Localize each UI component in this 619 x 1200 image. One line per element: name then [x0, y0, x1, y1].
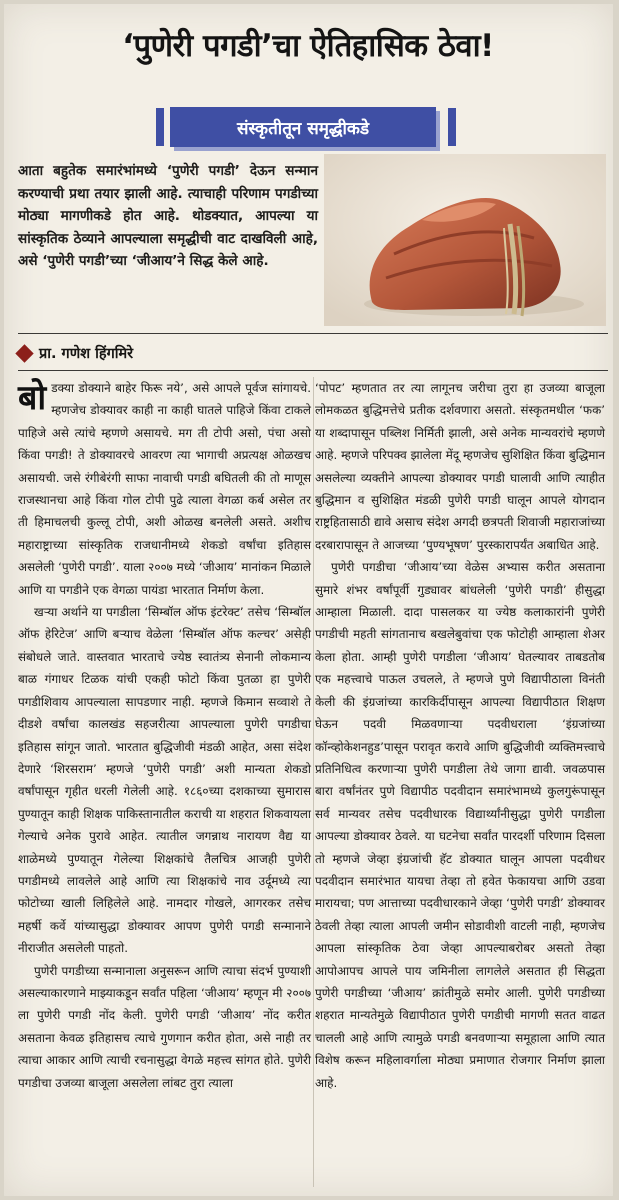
body-paragraph: पुणेरी पगडीचा ‘जीआय’च्या वेळेस अभ्यास करीत असताना सुमारे शंभर वर्षांपूर्वी गुड्यावर बांधलेली ‘पुणेरी पगडी’ हीसुद्धा आम्हाला मिळाली. दादा पासलकर या ज्येष्ठ कलाकारांनी पुणेरी पगडीची महती सांगतानाच बखलेबुवांचा एक फोटोही आम्हाला शेअर केला होता. आम्ही पुणेरी पगडीला ‘जीआय’ घेतल्यावर ताबडतोब एक महत्त्वाचे पाऊल उचलले, ते म्हणजे पुणे विद्यापीठाला विनंती केली की इंग्रजांच्या कारकिर्दीपासून आपल्या विद्यापीठात शिक्षण घेऊन पदवी मिळवणाऱ्या पदवीधराला ‘इंग्रजांच्या कॉन्व्होकेशनहुड’पासून परावृत करावे आणि बुद्धिजीवी व्यक्तिमत्त्वाचे प्रतिनिधित्व करणाऱ्या पुणेरी पगडीला तेथे जागा द्यावी. जवळपास बारा वर्षांनंतर पुणे विद्यापीठ पदवीदान समारंभामध्ये कुलगुरूंपासून सर्व मान्यवर तसेच पदवीधारक विद्यार्थ्यांनीसुद्धा पुणेरी पगडीला आपल्या डोक्यावर ठेवले. या घटनेचा सर्वांत पारदर्शी परिणाम दिसला तो म्हणजे जेव्हा इंग्रजांची हॅट डोक्यात घालून आपला पदवीधर पदवीदान समारंभात यायचा तेव्हा तो हवेत फेकायचा आणि उडवा मारायचा; पण आत्ताच्या पदवीधारकाने जेव्हा ‘पुणेरी पगडी’ डोक्यावर ठेवली तेव्हा त्याला आपली जमीन सोडावीशी वाटली नाही, म्हणजेच आपला सांस्कृतिक ठेवा जेव्हा आपल्याबरोबर असतो तेव्हा आपोआपच आपले पाय जमिनीला लागलेले असतात ही सिद्धता पुणेरी पगडीच्या ‘जीआय’ क्रांतीमुळे समोर आली. पुणेरी पगडीच्या शहरात मान्यतेमुळे विद्यापीठात पुणेरी पगडीची मागणी सतत वाढत चालली आहे आणि त्यामुळे पगडी बनवणाऱ्या समूहाला आणि त्यात विशेष करून महिलावर्गाला मोठ्या प्रमाणात रोजगार निर्माण झाला आहे.	[315, 560, 605, 1090]
article-column-left	[18, 377, 311, 1094]
byline-marker-icon	[15, 344, 33, 362]
body-paragraph: ‘पोपट’ म्हणतात तर त्या लागूनच जरीचा तुरा हा उजव्या बाजूला लोमकळत बुद्धिमत्तेचे प्रतीक दर्शवणारा असतो. संस्कृतमधील ‘फक’ या शब्दापासून पब्लिश निर्मिती झाली, असे अनेक मान्यवरांचे म्हणणे आहे. म्हणजे परिपक्व झालेला मेंदू म्हणजेच सुशिक्षित किंवा बुद्धिमान असलेल्या व्यक्तीने आपल्या डोक्यावर पगडी घालावी आणि त्याहीत बुद्धिमान व सुशिक्षित मंडळी पुणेरी पगडी घालून आपले योगदान राष्ट्रहितासाठी द्यावे असाच संदेश अगदी छत्रपती शिवाजी महाराजांच्या दरबारापासून ते आजच्या ‘पुण्यभूषण’ पुरस्कारापर्यंत अबाधित आहे.	[315, 381, 605, 552]
author-name: प्रा. गणेश हिंगमिरे	[39, 346, 134, 362]
byline-rule	[18, 370, 608, 371]
ribbon-cap-right	[448, 108, 456, 146]
pagdi-turban-photo	[324, 154, 606, 326]
section-label: संस्कृतीतून समृद्धीकडे	[170, 107, 436, 147]
body-paragraph: पुणेरी पगडीच्या सन्मानाला अनुसरून आणि त्याचा संदर्भ पुण्याशी असल्याकारणाने माझ्याकडून सर्वांत पहिला ‘जीआय’ म्हणून मी २००७ ला पुणेरी पगडी नोंद केली. पुणेरी पगडी ‘जीआय’ नोंद करीत असताना केवळ इतिहासच त्याचे गुणगान करीत होता, असे नाही तर त्याचा आकार आणि त्याची रचनासुद्धा वेगळे महत्त्व सांगत होते. पुणेरी पगडीचा उजव्या बाजूला असलेला लांबट तुरा त्याला	[18, 963, 311, 1090]
drop-cap: बो	[18, 378, 47, 418]
intro-paragraph: आता बहुतेक समारंभांमध्ये ‘पुणेरी पगडी’ देऊन सन्मान करण्याची प्रथा तयार झाली आहे. त्याचाही परिणाम पगडीच्या मोठ्या मागणीकडे होत आहे. थोडक्यात, आपल्या या सांस्कृतिक ठेव्याने आपल्याला समृद्धीची वाट दाखविली आहे, असे ‘पुणेरी पगडी’च्या ‘जीआय’ने सिद्ध केले आहे.	[18, 163, 318, 270]
byline	[18, 342, 133, 364]
body-paragraph: बोडक्या डोक्याने बाहेर फिरू नये’, असे आपले पूर्वज सांगायचे. म्हणजेच डोक्यावर काही ना काही घातले पाहिजे किंवा टाकले पाहिजे असे त्यांचे म्हणणे असायचे. मग ती टोपी असो, पंचा असो किंवा पगडी! ते डोक्यावरचे आवरण त्या भागाची अप्रत्यक्ष ओळखच असायची. जसे रंगीबेरंगी साफा नावाची पगडी बघितली की तो माणूस राजस्थानचा आहे किंवा गोल टोपी पुढे त्याला वेगळा कर्ब असेल तर ती हिमाचलची कुल्लू टोपी, अशी ओळख बनलेली असते. अशीच महाराष्ट्राच्या सांस्कृतिक राजधानीमध्ये शेकडो वर्षांचा इतिहास असलेली ‘पुणेरी पगडी’. याला २००७ मध्ये ‘जीआय’ मानांकन मिळाले आणि या पगडीने एक वेगळा पायंडा भारतात निर्माण केला.	[18, 378, 311, 597]
newspaper-page	[4, 4, 613, 1196]
article-column-right	[315, 377, 605, 1094]
headline: ‘पुणेरी पगडी’चा ऐतिहासिक ठेवा!	[122, 28, 494, 64]
ribbon-cap-left	[156, 108, 164, 146]
column-divider	[313, 377, 314, 1187]
body-paragraph: खऱ्या अर्थाने या पगडीला ‘सिम्बॉल ऑफ इंटरेक्ट’ तसेच ‘सिम्बॉल ऑफ हेरिटेज’ आणि बऱ्याच वेळेला ‘सिम्बॉल ऑफ कल्चर’ असेही संबोधले जाते. वास्तवात भारताचे ज्येष्ठ स्वातंत्र्य सेनानी लोकमान्य बाळ गंगाधर टिळक यांची एकही फोटो किंवा पुतळा हा पुणेरी पगडीशिवाय आपल्याला सापडणार नाही. म्हणजे किमान सव्वाशे ते दीडशे वर्षांचा कालखंड सहजरीत्या आपल्याला पुणेरी पगडीचा इतिहास सांगून जातो. भारतात बुद्धिजीवी मंडळी आहेत, असा संदेश देणारे ‘शिरसराम’ म्हणजे ‘पुणेरी पगडी’ अशी मान्यता शेकडो वर्षांपासून गृहीत धरली गेलेली आहे. १८६०च्या दशकाच्या सुमारास पुण्यातून काही शिक्षक पाकिस्तानातील कराची या शहरात शिकवायला गेल्याचे अनेक पुरावे आहेत. त्यातील जगन्नाथ नारायण वैद्य या शाळेमध्ये पुण्यातून गेलेल्या शिक्षकांचे तैलचित्र आजही पुणेरी पगडीमध्ये लावलेले आहे आणि त्या शिक्षकांचे नाव उर्दूमध्ये त्या फोटोच्या खाली लिहिलेले आहे. नामदार गोखले, आगरकर तसेच महर्षी कर्वे यांच्यासुद्धा डोक्यावर आपण पुणेरी पगडी सन्मानाने नीराजीत असलेली पाहतो.	[18, 605, 311, 956]
section-rule	[18, 333, 608, 334]
